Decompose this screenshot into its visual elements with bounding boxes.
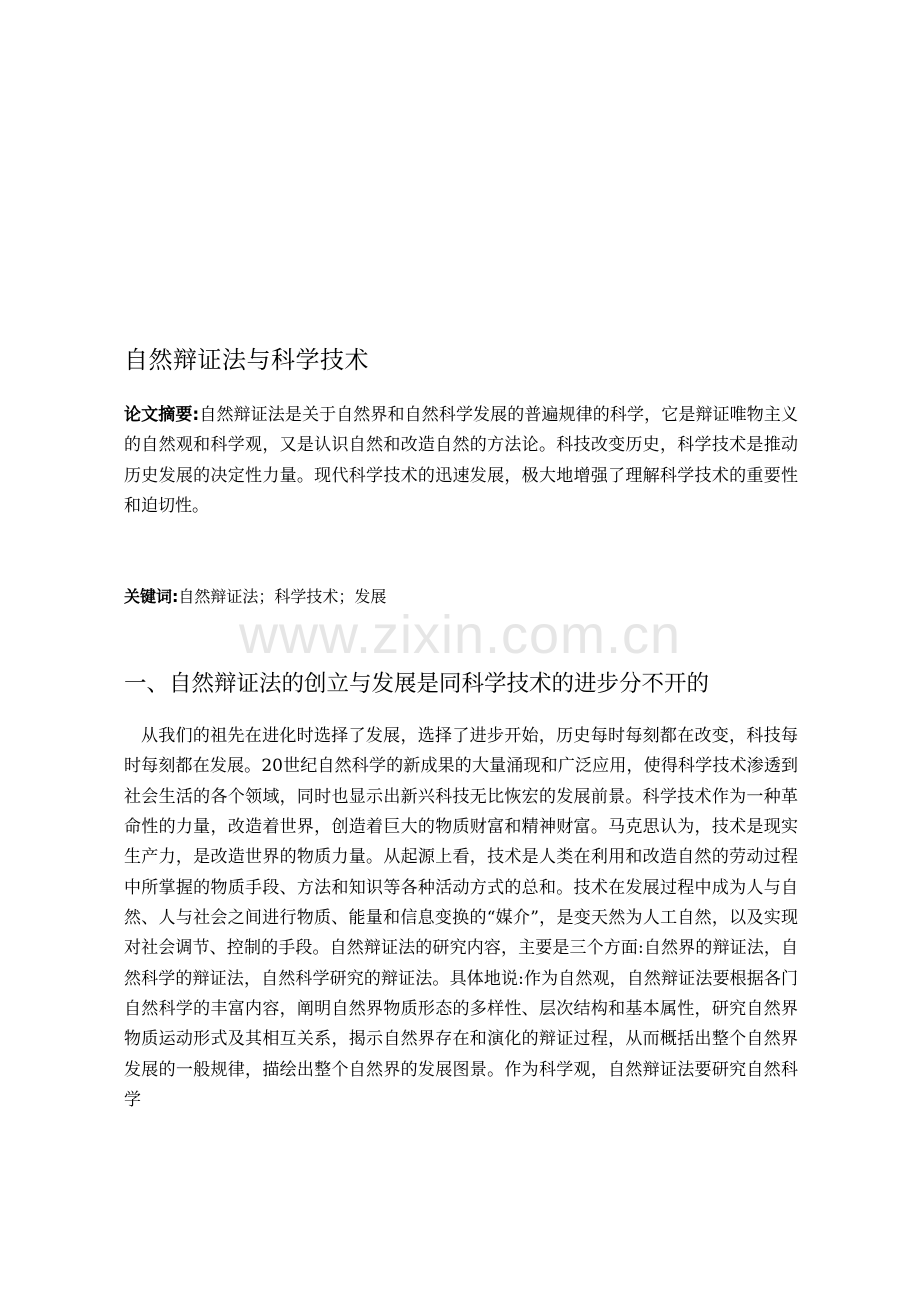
abstract-text: 自然辩证法是关于自然界和自然科学发展的普遍规律的科学，它是辩证唯物主义的自然观和科学观，又是认识自然和改造自然的方法论。科技改变历史，科学技术是推动历史发展的决定性力量。现代科学技术的迅速发展，极大地增强了理解科学技术的重要性和迫切性。 xyxy=(124,405,798,517)
keywords-label: 关键词: xyxy=(124,587,179,606)
section-body-paragraph: 从我们的祖先在进化时选择了发展，选择了进步开始，历史每时每刻都在改变，科技每时每刻都在发展。20世纪自然科学的新成果的大量涌现和广泛应用，使得科学技术渗透到社会生活的各个领域，同时也显示出新兴科技无比恢宏的发展前景。科学技术作为一种革命性的力量，改造着世界，创造着巨大的物质财富和精神财富。马克思认为，技术是现实生产力，是改造世界的物质力量。从起源上看，技术是人类在利用和改造自然的劳动过程中所掌握的物质手段、方法和知识等各种活动方式的总和。技术在发展过程中成为人与自然、人与社会之间进行物质、能量和信息变换的“媒介”，是变天然为人工自然，以及实现对社会调节、控制的手段。自然辩证法的研究内容，主要是三个方面:自然界的辩证法，自然科学的辩证法，自然科学研究的辩证法。具体地说:作为自然观，自然辩证法要根据各门自然科学的丰富内容，阐明自然界物质形态的多样性、层次结构和基本属性，研究自然界物质运动形式及其相互关系，揭示自然界存在和演化的辩证过程，从而概括出整个自然界发展的一般规律，描绘出整个自然界的发展图景。作为科学观，自然辩证法要研究自然科学 xyxy=(124,726,798,1111)
abstract-label: 论文摘要: xyxy=(124,405,200,425)
watermark: www.zixin.com.cn xyxy=(238,605,682,665)
section-heading: 一、自然辩证法的创立与发展是同科学技术的进步分不开的 xyxy=(124,671,710,697)
abstract-paragraph xyxy=(124,400,798,522)
keywords-text: 自然辩证法；科学技术；发展 xyxy=(178,587,387,606)
document-title: 自然辩证法与科学技术 xyxy=(124,346,369,374)
